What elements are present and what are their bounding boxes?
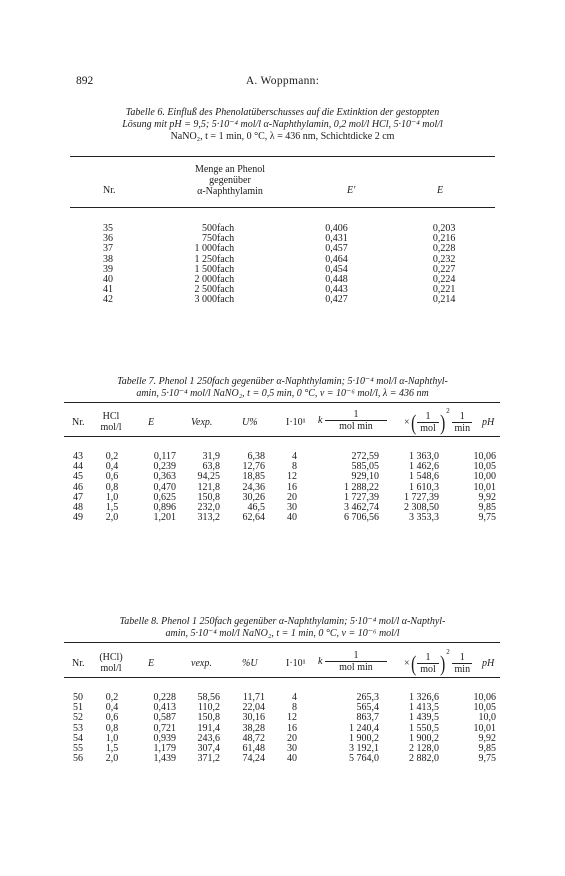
table8-cell: 243,6 [197, 732, 220, 744]
table8-cell: 1,5 [105, 743, 119, 755]
table8-header-exponent: 2 [446, 648, 450, 656]
table8-cell: 11,71 [242, 692, 265, 703]
table6-row [70, 275, 495, 285]
table7-cell: 6,38 [247, 451, 265, 462]
table7-cell: 0,6 [105, 471, 119, 483]
table7-cell: 40 [287, 512, 297, 524]
table8-cell: 565,4 [356, 702, 379, 714]
table6-cell: 36 [103, 233, 113, 245]
table7-cell: 94,25 [197, 471, 220, 483]
table7-cell: 46 [73, 481, 83, 493]
table8-cell: 56 [73, 753, 83, 765]
table6-cell: 0,227 [432, 263, 456, 275]
table6-cell: 0,464 [325, 253, 348, 265]
page-number: 892 [76, 75, 94, 87]
table8-cell: 1 439,5 [409, 712, 439, 724]
table6-caption-line2: Lösung mit pH = 9,5; 5·10⁻⁴ mol/l α-Naphthylamin, 0,2 mol/l HCl, 5·10⁻⁴ mol/l [122, 119, 443, 130]
table7-cell: 2 308,50 [404, 502, 439, 514]
table6-cell: 35 [103, 223, 113, 234]
table8-header-nr: Nr. [72, 658, 85, 669]
table7-cell: 30,26 [242, 491, 265, 503]
table7-cell: 150,8 [197, 491, 220, 503]
table8-cell: 50 [73, 692, 83, 703]
table7-cell: 8 [292, 461, 297, 473]
table6-cell: 1 500fach [194, 263, 235, 275]
table7-cell: 10,06 [473, 451, 496, 462]
table8-cell: 8 [292, 702, 297, 714]
table6-cell: 37 [103, 243, 113, 255]
table8-header-ph: pH [482, 658, 495, 669]
table8-top-rule [64, 642, 500, 643]
table7-cell: 10,05 [473, 461, 496, 473]
table6-cell: 2 000fach [194, 274, 235, 286]
table7-cell: 1 610,3 [409, 481, 439, 493]
table7-cell: 6 706,56 [344, 512, 379, 524]
table8-cell: 58,56 [197, 692, 220, 703]
table8-header-vexp: vexp. [191, 658, 212, 669]
table8-header-hcl [94, 652, 128, 674]
table7-cell: 1,5 [105, 502, 119, 514]
table8-header-k-symbol: k [318, 655, 323, 667]
table6-cell: 42 [103, 294, 113, 306]
table7-cell: 4 [292, 451, 297, 462]
table6-header-menge [175, 164, 285, 197]
table7-header-k [318, 409, 387, 432]
table8-cell: 10,01 [473, 722, 496, 734]
table7-cell: 9,92 [478, 491, 496, 503]
table7-cell: 0,239 [153, 461, 176, 473]
table7-cell: 1,0 [105, 491, 119, 503]
table8-caption-line2: amin, 5·10⁻⁴ mol/l NaNO₂, t = 1 min, 0 °C, v = 10⁻⁶ mol/l [165, 628, 400, 639]
table7-cell: 46,5 [247, 502, 265, 514]
table7-cell: 0,4 [105, 461, 119, 473]
table7-cell: 0,896 [153, 502, 176, 514]
table7-header-inner-numerator: 1 [417, 411, 439, 423]
table7-cell: 43 [73, 451, 83, 462]
running-head: A. Woppmann: [245, 75, 320, 87]
table6-body [70, 224, 495, 306]
table6-cell: 750fach [201, 233, 235, 245]
table7-cell: 24,36 [242, 481, 265, 493]
table8-cell: 20 [287, 732, 297, 744]
table8-cell: 9,85 [478, 743, 496, 755]
table8-header-min-numerator: 1 [452, 652, 472, 664]
table7-caption-line1: Tabelle 7. Phenol 1 250fach gegenüber α-Naphthylamin; 5·10⁻⁴ mol/l α-Naphthyl- [117, 376, 448, 387]
table6-row [70, 234, 495, 244]
table7-header-hcl-line1: HCl [102, 411, 120, 422]
table7-cell: 1,201 [153, 512, 176, 524]
table7-caption-line2: amin, 5·10⁻⁴ mol/l NaNO₂, t = 0,5 min, 0 °C, v = 10⁻⁶ mol/l, λ = 436 nm [136, 388, 429, 399]
table8-header-i: I·10¹ [286, 658, 306, 669]
table7-row [64, 513, 500, 523]
table6-cell: 1 000fach [194, 243, 235, 255]
table7-header-hcl [96, 411, 126, 433]
table8-cell: 51 [73, 702, 83, 714]
table8-header-unit [404, 647, 472, 675]
table6-header-menge-line2: gegenüber [209, 175, 251, 186]
table7-cell: 0,8 [105, 481, 119, 493]
table8-cell: 1 326,6 [409, 692, 439, 703]
table8-cell: 0,8 [105, 722, 119, 734]
table7-cell: 49 [73, 512, 83, 524]
table7-cell: 62,64 [242, 512, 265, 524]
table8-row [64, 754, 500, 764]
table7-cell: 10,01 [473, 481, 496, 493]
table7-cell: 232,0 [197, 502, 220, 514]
table8-cell: 1 413,5 [409, 702, 439, 714]
table7-cell: 31,9 [202, 451, 220, 462]
table7-header-min-numerator: 1 [452, 411, 472, 423]
table6-row [70, 224, 495, 234]
table8-cell: 0,413 [153, 702, 176, 714]
table8-cell: 371,2 [197, 753, 220, 765]
table8-cell: 0,2 [105, 692, 119, 703]
table8-cell: 1 550,5 [409, 722, 439, 734]
table8-cell: 150,8 [197, 712, 220, 724]
table8-cell: 0,228 [153, 692, 176, 703]
table6-cell: 500fach [201, 223, 235, 234]
table6-row [70, 285, 495, 295]
table8-cell: 16 [287, 722, 297, 734]
table8-header-k-numerator: 1 [325, 650, 387, 662]
table8-caption [70, 616, 495, 640]
table7-cell: 0,2 [105, 451, 119, 462]
table8-header-lparen: ( [410, 650, 416, 676]
table8-cell: 0,4 [105, 702, 119, 714]
table8-cell: 0,721 [153, 722, 176, 734]
table6-top-rule [70, 156, 495, 157]
table8-cell: 265,3 [356, 692, 379, 703]
table8-cell: 4 [292, 692, 297, 703]
table6-cell: 40 [103, 274, 113, 286]
table6-cell: 0,216 [432, 233, 456, 245]
table6-row [70, 255, 495, 265]
table7-body [64, 452, 500, 523]
table6-header-e: E [437, 185, 444, 196]
table6-row [70, 295, 495, 305]
table7-header-e: E [148, 417, 155, 428]
table6-cell: 0,406 [325, 223, 348, 234]
table6-cell: 0,448 [325, 274, 348, 286]
table7-cell: 18,85 [242, 471, 265, 483]
table7-cell: 1 288,22 [344, 481, 379, 493]
table8-cell: 74,24 [242, 753, 265, 765]
table7-header-ph: pH [482, 417, 495, 428]
table6-cell: 0,203 [432, 223, 456, 234]
table7-cell: 12,76 [242, 461, 265, 473]
table6-cell: 0,443 [325, 284, 348, 296]
table7-header-k-denominator: mol min [339, 421, 373, 432]
table7-cell: 0,470 [153, 481, 176, 493]
table8-header-hcl-line2: mol/l [100, 663, 122, 674]
table7-cell: 16 [287, 481, 297, 493]
table8-cell: 0,939 [153, 732, 176, 744]
table8-cell: 40 [287, 753, 297, 765]
table7-header-hcl-line2: mol/l [100, 422, 122, 433]
table8-cell: 110,2 [197, 702, 220, 714]
table8-cell: 30 [287, 743, 297, 755]
table7-cell: 1 727,39 [344, 491, 379, 503]
table8-cell: 12 [287, 712, 297, 724]
table7-cell: 121,8 [197, 481, 220, 493]
table8-cell: 30,16 [242, 712, 265, 724]
table8-cell: 1 900,2 [409, 732, 439, 744]
table8-cell: 307,4 [197, 743, 220, 755]
table7-cell: 48 [73, 502, 83, 514]
table7-cell: 10,00 [473, 471, 496, 483]
table7-header-vexp: Vexp. [191, 417, 213, 428]
table7-header-lparen: ( [410, 409, 416, 435]
table7-header-nr: Nr. [72, 417, 85, 428]
table7-cell: 0,363 [153, 471, 176, 483]
table7-cell: 20 [287, 491, 297, 503]
table6-cell: 0,457 [325, 243, 348, 255]
table8-header-inner-numerator: 1 [417, 652, 439, 664]
table6-cell: 39 [103, 263, 113, 275]
table6-caption-line3: NaNO₂, t = 1 min, 0 °C, λ = 436 nm, Schichtdicke 2 cm [170, 131, 395, 142]
table8-caption-line1: Tabelle 8. Phenol 1 250fach gegenüber α-Naphthylamin; 5·10⁻⁴ mol/l α-Napthyl- [119, 616, 446, 627]
table8-cell: 22,04 [242, 702, 265, 714]
table7-header-rparen: ) [440, 409, 446, 435]
table8-header-k-denominator: mol min [339, 662, 373, 673]
table8-cell: 2 882,0 [409, 753, 439, 765]
table7-cell: 1 462,6 [409, 461, 439, 473]
table7-header-i: I·10¹ [286, 417, 306, 428]
table8-cell: 53 [73, 722, 83, 734]
table8-header-min-denominator: min [454, 664, 471, 676]
table7-cell: 2,0 [105, 512, 119, 524]
table8-cell: 5 764,0 [349, 753, 379, 765]
table8-cell: 0,6 [105, 712, 119, 724]
table7-header-exponent: 2 [446, 407, 450, 415]
table8-cell: 2 128,0 [409, 743, 439, 755]
table6-caption [70, 107, 495, 143]
table8-cell: 1 240,4 [349, 722, 379, 734]
table7-cell: 313,2 [197, 512, 220, 524]
table6-cell: 41 [103, 284, 113, 296]
table7-cell: 585,05 [351, 461, 379, 473]
table6-cell: 0,228 [432, 243, 456, 255]
table8-cell: 48,72 [242, 732, 265, 744]
table8-header-rparen: ) [440, 650, 446, 676]
table8-cell: 10,0 [478, 712, 496, 724]
table7-cell: 9,85 [478, 502, 496, 514]
table8-header-e: E [148, 658, 155, 669]
table8-cell: 9,92 [478, 732, 496, 744]
table8-header-times: × [404, 658, 410, 669]
table8-cell: 1,179 [153, 743, 176, 755]
table7-cell: 30 [287, 502, 297, 514]
table7-cell: 9,75 [478, 512, 496, 524]
table6-header-e-prime: E′ [347, 185, 356, 196]
table8-cell: 10,05 [473, 702, 496, 714]
table8-cell: 61,48 [242, 743, 265, 755]
table8-body [64, 693, 500, 764]
table6-cell: 0,214 [432, 294, 456, 306]
table7-cell: 272,59 [351, 451, 379, 462]
table7-header-rule [64, 436, 500, 437]
table7-cell: 1 363,0 [409, 451, 439, 462]
table6-cell: 0,431 [325, 233, 348, 245]
table8-header-k [318, 650, 387, 673]
table6-cell: 1 250fach [194, 253, 235, 265]
table8-cell: 1 900,2 [349, 732, 379, 744]
table8-header-inner-denominator: mol [420, 664, 436, 676]
table8-cell: 863,7 [356, 712, 379, 724]
table7-header-inner-denominator: mol [420, 423, 436, 435]
table7-cell: 3 462,74 [344, 502, 379, 514]
table7-cell: 44 [73, 461, 83, 473]
table7-header-k-numerator: 1 [325, 409, 387, 421]
table8-cell: 2,0 [105, 753, 119, 765]
table7-cell: 47 [73, 491, 83, 503]
table7-cell: 929,10 [351, 471, 379, 483]
table7-cell: 0,625 [153, 491, 176, 503]
table8-cell: 191,4 [197, 722, 220, 734]
table7-cell: 3 353,3 [409, 512, 439, 524]
table6-header-nr: Nr. [103, 185, 116, 196]
table7-header-unit [404, 406, 472, 434]
table7-cell: 63,8 [202, 461, 220, 473]
table7-cell: 1 727,39 [404, 491, 439, 503]
table8-cell: 55 [73, 743, 83, 755]
table8-cell: 1,439 [153, 753, 176, 765]
table7-header-u: U% [242, 417, 258, 428]
table8-cell: 54 [73, 732, 83, 744]
table8-cell: 0,587 [153, 712, 176, 724]
table6-cell: 2 500fach [194, 284, 235, 296]
table8-header-rule [64, 677, 500, 678]
table7-header-min-denominator: min [454, 423, 471, 435]
table8-cell: 10,06 [473, 692, 496, 703]
table8-cell: 9,75 [478, 753, 496, 765]
table6-cell: 0,224 [432, 274, 456, 286]
table6-caption-line1: Tabelle 6. Einfluß des Phenolatüberschusses auf die Extinktion der gestoppten [125, 107, 440, 118]
table6-header-menge-line1: Menge an Phenol [195, 164, 265, 175]
table6-header-menge-line3: α-Naphthylamin [197, 186, 263, 197]
table6-cell: 0,427 [325, 294, 348, 306]
table7-caption [70, 376, 495, 400]
table6-cell: 0,221 [432, 284, 456, 296]
table7-header-k-symbol: k [318, 414, 323, 426]
table6-cell: 38 [103, 253, 113, 265]
table7-cell: 1 548,6 [409, 471, 439, 483]
table6-row [70, 244, 495, 254]
table8-header-hcl-line1: (HCl) [99, 652, 123, 663]
table6-cell: 0,454 [325, 263, 348, 275]
table7-cell: 0,117 [153, 451, 176, 462]
table6-cell: 0,232 [432, 253, 456, 265]
table6-header-rule [70, 207, 495, 208]
table8-cell: 1,0 [105, 732, 119, 744]
table8-cell: 38,28 [242, 722, 265, 734]
table7-top-rule [64, 402, 500, 403]
table7-header-times: × [404, 417, 410, 428]
table8-cell: 3 192,1 [349, 743, 379, 755]
table7-cell: 45 [73, 471, 83, 483]
table6-row [70, 265, 495, 275]
table8-header-u: %U [242, 658, 258, 669]
table7-cell: 12 [287, 471, 297, 483]
table8-cell: 52 [73, 712, 83, 724]
table6-cell: 3 000fach [194, 294, 235, 306]
